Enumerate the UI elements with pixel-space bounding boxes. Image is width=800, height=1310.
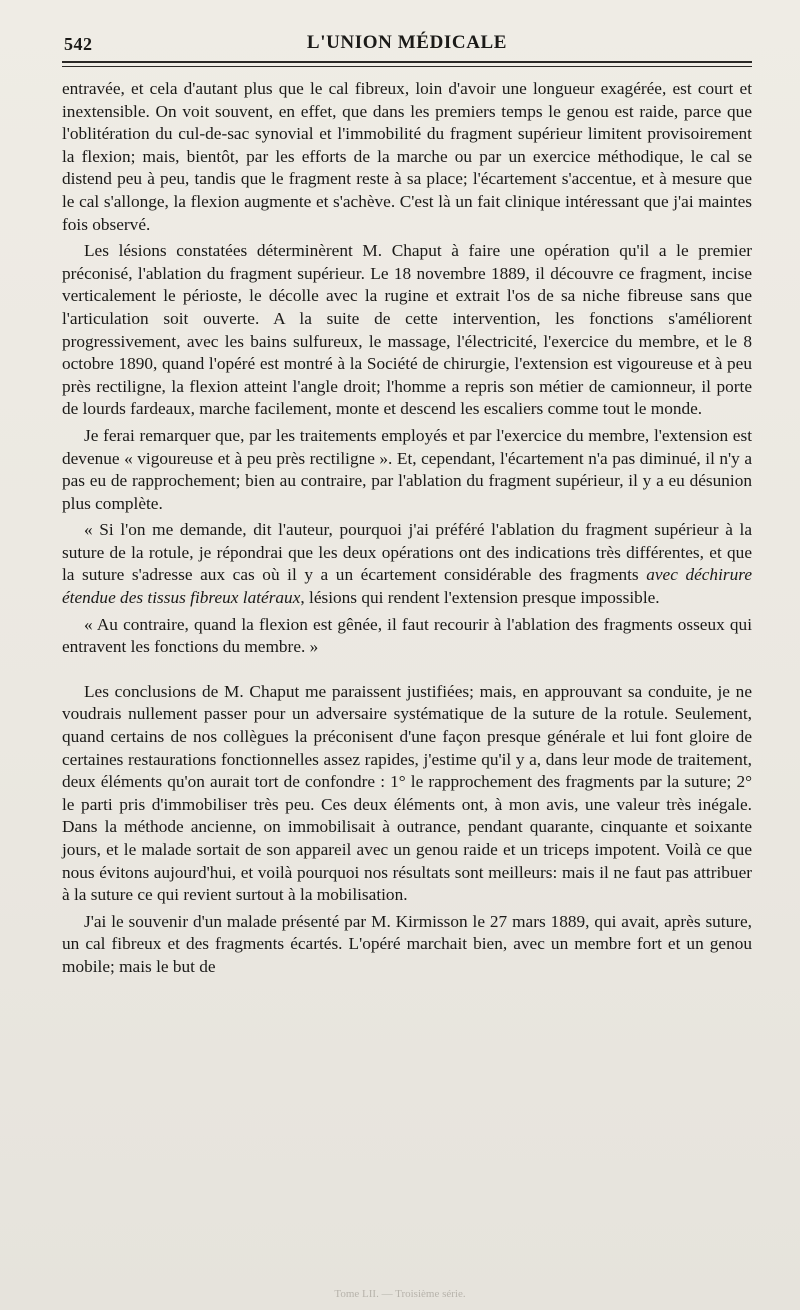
paragraph-4-italic: avec déchirure étendue des tissus fibreux latéraux: [62, 565, 752, 608]
running-title: L'UNION MÉDICALE: [306, 32, 508, 53]
page-number: 542: [64, 34, 93, 54]
paragraph-1: entravée, et cela d'autant plus que le cal fibreux, loin d'avoir une longueur exagérée, est court et inextensible. On voit souvent, en effet, que dans les premiers temps le genou est raide, parce que l'oblitération du cul-de-sac synovial et l'immobilité du fragment supérieur limitent provisoirement la flexion; mais, bientôt, par les efforts de la marche ou par un exercice méthodique, le cal se distend peu à peu, tandis que le fragment reste à sa place; l'écartement s'accentue, et à mesure que le cal s'allonge, la flexion augmente et s'achève. C'est là un fait clinique intéressant que j'ai maintes fois observé.: [62, 79, 752, 234]
paragraph-4-text: « Si l'on me demande, dit l'auteur, pourquoi j'ai préféré l'ablation du fragment supérieur à la suture de la rotule, je répondrai que les deux opérations ont des indications très différentes, et que la suture s'adresse aux cas où il y a un écartement considérable des fragments: [62, 520, 752, 585]
paragraph-2: Les lésions constatées déterminèrent M. Chaput à faire une opération qu'il a le premier préconisé, l'ablation du fragment supérieur. Le 18 novembre 1889, il découvre ce fragment, incise verticalement le périoste, le décolle avec la rugine et extrait l'os de sa niche fibreuse sans que l'articulation soit ouverte. A la suite de cette intervention, les fonctions s'améliorent progressivement, avec les bains sulfureux, le massage, l'électricité, l'exercice du membre, et le 8 octobre 1890, quand l'opéré est montré à la Société de chirurgie, l'extension est vigoureuse et à peu près rectiligne, la flexion atteint l'angle droit; l'homme a repris son métier de camionneur, il porte de lourds fardeaux, marche facilement, monte et descend les escaliers comme tout le monde.: [62, 241, 752, 419]
body-text: [62, 78, 752, 979]
paragraph-3: Je ferai remarquer que, par les traitements employés et par l'exercice du membre, l'extension est devenue « vigoureuse et à peu près rectiligne ». Et, cependant, l'écartement n'a pas diminué, il n'y a pas eu de rapprochement; bien au contraire, par l'ablation du fragment supérieur, il y a eu désunion plus complète.: [62, 425, 752, 513]
paragraph-4-text-end: , lésions qui rendent l'extension presque impossible.: [300, 588, 660, 608]
page-footer: Tome LII. — Troisième série.: [334, 1288, 466, 1300]
paragraph-7: J'ai le souvenir d'un malade présenté par M. Kirmisson le 27 mars 1889, qui avait, après suture, un cal fibreux et des fragments écartés. L'opéré marchait bien, avec un membre fort et un genou mobile; mais le but de: [62, 911, 752, 976]
page-header: [62, 28, 752, 58]
header-rule: [62, 61, 752, 63]
header-rule-thin: [62, 66, 752, 67]
paragraph-6: Les conclusions de M. Chaput me paraissent justifiées; mais, en approuvant sa conduite, je ne voudrais nullement passer pour un adversaire systématique de la suture de la rotule. Seulement, quand certains de nos collègues la préconisent d'une façon presque générale et lui font gloire de certaines restaurations fonctionnelles assez rapides, j'estime qu'il y a, dans leur mode de traitement, deux éléments qu'on aurait tort de confondre : 1° le rapprochement des fragments par la suture; 2° le parti pris d'immobiliser très peu. Ces deux éléments ont, à mon avis, une valeur très inégale. Dans la méthode ancienne, on immobilisait à outrance, pendant quarante, cinquante et soixante jours, et le malade sortait de son appareil avec un genou raide et un triceps impotent. Voilà ce que nous évitons aujourd'hui, et voilà pourquoi nos résultats sont meilleurs: mais il ne faut pas attribuer à la suture ce qui revient surtout à la mobilisation.: [62, 681, 752, 905]
paragraph-5: « Au contraire, quand la flexion est gênée, il faut recourir à l'ablation des fragments osseux qui entravent les fonctions du membre. »: [62, 614, 752, 657]
paragraph-4: [62, 519, 752, 609]
